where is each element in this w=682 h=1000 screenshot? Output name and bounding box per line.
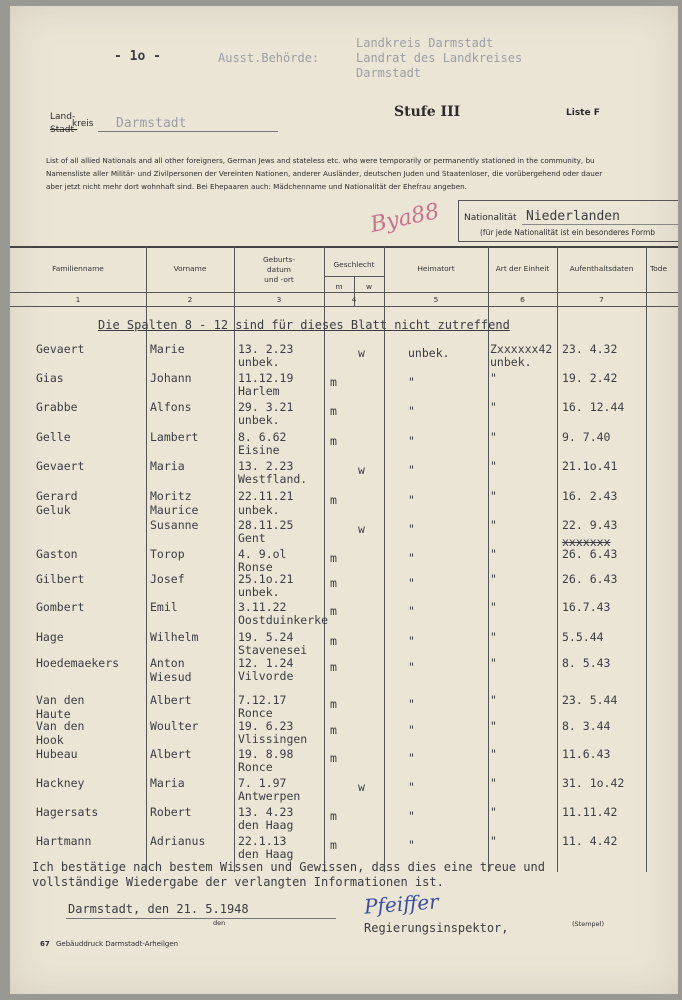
stempel-label: (Stempel) xyxy=(572,920,605,928)
entry-firstname: Lambert xyxy=(150,430,199,444)
entry-firstname: Johann xyxy=(150,371,192,385)
entry-birthdate: 28.11.25 xyxy=(238,518,294,532)
entry-sex-m: m xyxy=(330,493,337,507)
entry-firstname: Adrianus xyxy=(150,834,206,848)
entry-firstname: Albert xyxy=(150,747,192,761)
liste-label: Liste F xyxy=(566,108,600,118)
entry-einheit: " xyxy=(490,400,497,414)
stufe-title: Stufe III xyxy=(394,104,461,120)
entry-aufenthalt: 9. 7.40 xyxy=(562,430,611,444)
entry-aufenthalt: 23. 4.32 xyxy=(562,342,618,356)
entry-surname: Grabbe xyxy=(36,400,78,414)
entry-firstname: Torop xyxy=(150,547,185,561)
entry-einheit: " xyxy=(490,805,497,819)
entry-birthplace: unbek. xyxy=(238,413,280,427)
entry-surname: Hubeau xyxy=(36,747,78,761)
entry-einheit: " xyxy=(490,834,497,848)
nationality-note: (für jede Nationalität ist ein besonderes Formb xyxy=(480,228,656,237)
entry-einheit: " xyxy=(490,547,497,561)
entry-surname: Haute xyxy=(36,707,71,721)
nationality-value: Niederlanden xyxy=(526,209,620,224)
entry-birthdate: 22.11.21 xyxy=(238,489,294,503)
col-num-5: 5 xyxy=(433,295,439,304)
date-underline xyxy=(66,918,336,919)
entry-heimatort: " xyxy=(408,404,415,418)
col-header-aufenthalt: Aufenthaltsdaten xyxy=(569,264,634,273)
entry-birthplace: Eisine xyxy=(238,443,280,457)
entry-sex-w: w xyxy=(358,780,365,794)
table-header-rule xyxy=(10,292,678,293)
intro-line-3: aber jetzt nicht mehr dort wohnhaft sind. Bei Ehepaaren auch: Mädchenname und Nationalität der Ehefrau angeben. xyxy=(46,182,467,191)
col-divider-6 xyxy=(557,247,558,872)
col-header-sex-w: w xyxy=(365,282,373,291)
entry-aufenthalt: 11.6.43 xyxy=(562,747,611,761)
entry-firstname: Maria xyxy=(150,776,185,790)
entry-aufenthalt: 11.11.42 xyxy=(562,805,618,819)
confirm-line-2: vollständige Wiedergabe der verlangten Informationen ist. xyxy=(32,875,444,889)
confirm-line-1: Ich bestätige nach bestem Wissen und Gewissen, dass dies eine treue und xyxy=(32,860,545,874)
entry-birthdate: 19. 8.98 xyxy=(238,747,294,761)
entry-firstname: Maurice xyxy=(150,503,199,517)
entry-aufenthalt: 21.1o.41 xyxy=(562,459,618,473)
entry-birthplace: unbek. xyxy=(238,355,280,369)
col-header-firstname: Vorname xyxy=(173,264,207,273)
entry-firstname: Josef xyxy=(150,572,185,586)
authority-line-3: Darmstadt xyxy=(356,66,422,80)
entry-heimatort: " xyxy=(408,434,415,448)
entry-einheit: " xyxy=(490,630,497,644)
entry-surname: Gevaert xyxy=(36,342,85,356)
entry-surname: Gevaert xyxy=(36,459,85,473)
authority-line-2: Landrat des Landkreises xyxy=(356,51,523,65)
entry-heimatort: " xyxy=(408,604,415,618)
printer-number: 67 xyxy=(40,940,50,948)
entry-firstname: Wilhelm xyxy=(150,630,199,644)
entry-birthplace: den Haag xyxy=(238,818,294,832)
entry-aufenthalt: 26. 6.43 xyxy=(562,572,618,586)
col-divider-4 xyxy=(384,247,385,872)
entry-birthplace: Gent xyxy=(238,531,266,545)
entry-firstname: Anton xyxy=(150,656,185,670)
entry-sex-m: m xyxy=(330,660,337,674)
entry-sex-m: m xyxy=(330,404,337,418)
entry-aufenthalt-struck: xxxxxxx xyxy=(562,535,611,549)
entry-birthdate: 12. 1.24 xyxy=(238,656,294,670)
document-page xyxy=(10,6,678,994)
entry-heimatort: " xyxy=(408,697,415,711)
entry-einheit: Zxxxxxx42 xyxy=(490,342,553,356)
signature: Pfeiffer xyxy=(363,889,440,919)
entry-einheit: " xyxy=(490,459,497,473)
entry-heimatort: " xyxy=(408,463,415,477)
entry-birthdate: 13. 4.23 xyxy=(238,805,294,819)
entry-surname: Van den xyxy=(36,719,85,733)
kreis-underline xyxy=(98,131,278,132)
entry-birthdate: 22.1.13 xyxy=(238,834,287,848)
entry-birthplace: Ronce xyxy=(238,760,273,774)
entry-aufenthalt: 26. 6.43 xyxy=(562,547,618,561)
authority-line-1: Landkreis Darmstadt xyxy=(356,36,494,50)
col-num-4: 4 xyxy=(351,295,357,304)
col-header-birth-2: datum xyxy=(266,265,291,274)
entry-aufenthalt: 31. 1o.42 xyxy=(562,776,625,790)
entry-surname: Hoedemaekers xyxy=(36,656,120,670)
entry-surname: Hartmann xyxy=(36,834,92,848)
intro-line-1: List of all allied Nationals and all other foreigners, German Jews and stateless etc. who were temporarily or permanently stationed in the community, bu xyxy=(46,156,595,165)
entry-einheit: " xyxy=(490,747,497,761)
entry-surname: Van den xyxy=(36,693,85,707)
entry-aufenthalt: 8. 5.43 xyxy=(562,656,611,670)
entry-birthplace: Vlissingen xyxy=(238,732,308,746)
entry-heimatort: " xyxy=(408,375,415,389)
entry-birthplace: den Haag xyxy=(238,847,294,861)
entry-sex-m: m xyxy=(330,576,337,590)
entry-firstname: Marie xyxy=(150,342,185,356)
entry-sex-m: m xyxy=(330,751,337,765)
entry-firstname: Susanne xyxy=(150,518,199,532)
entry-birthdate: 11.12.19 xyxy=(238,371,294,385)
entry-aufenthalt: 16. 12.44 xyxy=(562,400,625,414)
table-top-rule xyxy=(10,246,678,248)
entry-birthdate: 29. 3.21 xyxy=(238,400,294,414)
entry-einheit: " xyxy=(490,600,497,614)
entry-heimatort: " xyxy=(408,809,415,823)
entry-heimatort: " xyxy=(408,551,415,565)
entry-surname: Hackney xyxy=(36,776,85,790)
entry-surname: Gombert xyxy=(36,600,85,614)
col-header-sex: Geschlecht xyxy=(333,260,375,269)
col-num-2: 2 xyxy=(187,295,193,304)
entry-sex-m: m xyxy=(330,604,337,618)
entry-sex-m: m xyxy=(330,375,337,389)
entry-birthplace: Ronse xyxy=(238,560,273,574)
nationality-underline xyxy=(522,224,678,225)
entry-birthdate: 25.1o.21 xyxy=(238,572,294,586)
columns-note: Die Spalten 8 - 12 sind für dieses Blatt nicht zutreffend xyxy=(98,318,510,332)
col-header-surname: Familienname xyxy=(52,264,104,273)
entry-sex-m: m xyxy=(330,723,337,737)
entry-birthdate: 13. 2.23 xyxy=(238,459,294,473)
col-divider-5 xyxy=(488,247,489,872)
col-num-3: 3 xyxy=(276,295,282,304)
entry-firstname: Maria xyxy=(150,459,185,473)
entry-birthplace: unbek. xyxy=(238,585,280,599)
entry-heimatort: " xyxy=(408,660,415,674)
col-header-einheit: Art der Einheit xyxy=(495,264,550,273)
entry-einheit: " xyxy=(490,693,497,707)
entry-heimatort: " xyxy=(408,634,415,648)
entry-heimatort: " xyxy=(408,576,415,590)
entry-birthplace: Ronce xyxy=(238,706,273,720)
entry-birthdate: 19. 6.23 xyxy=(238,719,294,733)
entry-sex-w: w xyxy=(358,463,365,477)
entry-aufenthalt: 23. 5.44 xyxy=(562,693,618,707)
entry-einheit: " xyxy=(490,371,497,385)
entry-birthdate: unbek. xyxy=(238,503,280,517)
entry-firstname: Alfons xyxy=(150,400,192,414)
entry-firstname: Woulter xyxy=(150,719,199,733)
col-divider-2 xyxy=(234,247,235,872)
entry-aufenthalt: 19. 2.42 xyxy=(562,371,618,385)
col-num-7: 7 xyxy=(599,295,604,304)
land-label: Land- xyxy=(50,112,76,122)
den-label: den xyxy=(213,919,226,927)
col-divider-7 xyxy=(646,247,647,872)
sex-subrule xyxy=(324,276,384,277)
entry-sex-w: w xyxy=(358,522,365,536)
col-num-6: 6 xyxy=(520,295,525,304)
place-date: Darmstadt, den 21. 5.1948 xyxy=(68,902,249,916)
entry-surname: Gerard xyxy=(36,489,78,503)
entry-heimatort: unbek. xyxy=(408,346,450,360)
entry-einheit-2: unbek. xyxy=(490,355,532,369)
entry-einheit: " xyxy=(490,572,497,586)
stadt-label: Stadt- xyxy=(50,125,78,135)
entry-birthplace: Stavenesei xyxy=(238,643,308,657)
entry-heimatort: " xyxy=(408,751,415,765)
authority-label: Ausst.Behörde: xyxy=(218,51,320,65)
col-num-1: 1 xyxy=(75,295,81,304)
entry-birthdate: 3.11.22 xyxy=(238,600,287,614)
entry-firstname: Robert xyxy=(150,805,192,819)
entry-birthplace: Westfland. xyxy=(238,472,308,486)
entry-sex-m: m xyxy=(330,697,337,711)
entry-heimatort: " xyxy=(408,838,415,852)
kreis-label: kreis xyxy=(72,119,94,129)
entry-surname: Hook xyxy=(36,733,64,747)
table-number-rule xyxy=(10,306,678,307)
entry-einheit: " xyxy=(490,776,497,790)
entry-heimatort: " xyxy=(408,723,415,737)
entry-firstname: Albert xyxy=(150,693,192,707)
entry-einheit: " xyxy=(490,430,497,444)
entry-birthplace: Oostduinkerke xyxy=(238,613,329,627)
entry-birthplace: Antwerpen xyxy=(238,789,301,803)
entry-einheit: " xyxy=(490,489,497,503)
col-header-sex-m: m xyxy=(335,282,343,291)
entry-surname: Gelle xyxy=(36,430,71,444)
entry-heimatort: " xyxy=(408,780,415,794)
entry-birthplace: Harlem xyxy=(238,384,280,398)
entry-aufenthalt: 16. 2.43 xyxy=(562,489,618,503)
col-header-birth-3: und -ort xyxy=(264,275,294,284)
entry-firstname: Wiesud xyxy=(150,670,192,684)
entry-firstname: Moritz xyxy=(150,489,192,503)
entry-einheit: " xyxy=(490,656,497,670)
entry-birthplace: Vilvorde xyxy=(238,669,294,683)
entry-surname: Geluk xyxy=(36,503,71,517)
entry-sex-w: w xyxy=(358,346,365,360)
entry-einheit: " xyxy=(490,518,497,532)
entry-birthdate: 19. 5.24 xyxy=(238,630,294,644)
col-header-birth-1: Geburts- xyxy=(262,255,296,264)
entry-birthdate: 8. 6.62 xyxy=(238,430,287,444)
entry-heimatort: " xyxy=(408,493,415,507)
entry-birthdate: 13. 2.23 xyxy=(238,342,294,356)
nationality-label: Nationalität xyxy=(464,213,517,223)
red-stamp: Bya88 xyxy=(368,199,442,238)
printer-line: Gebäuddruck Darmstadt-Arheilgen xyxy=(56,940,179,948)
entry-aufenthalt: 5.5.44 xyxy=(562,630,604,644)
intro-line-2: Namensliste aller Militär- und Zivilpersonen der Vereinten Nationen, anderer Ausländer, deutschen Juden und Staatenloser, die vorübergehend oder dauer xyxy=(46,169,603,178)
entry-surname: Gaston xyxy=(36,547,78,561)
entry-sex-m: m xyxy=(330,838,337,852)
entry-einheit: " xyxy=(490,719,497,733)
entry-surname: Gilbert xyxy=(36,572,85,586)
entry-firstname: Emil xyxy=(150,600,178,614)
signer-title: Regierungsinspektor, xyxy=(364,921,509,935)
entry-birthdate: 4. 9.ol xyxy=(238,547,287,561)
col-divider-3 xyxy=(324,247,325,872)
entry-aufenthalt: 22. 9.43 xyxy=(562,518,618,532)
entry-birthdate: 7.12.17 xyxy=(238,693,287,707)
entry-heimatort: " xyxy=(408,522,415,536)
entry-aufenthalt: 16.7.43 xyxy=(562,600,611,614)
entry-sex-m: m xyxy=(330,551,337,565)
entry-sex-m: m xyxy=(330,809,337,823)
entry-aufenthalt: 8. 3.44 xyxy=(562,719,611,733)
entry-sex-m: m xyxy=(330,434,337,448)
entry-surname: Hage xyxy=(36,630,64,644)
entry-sex-m: m xyxy=(330,634,337,648)
page-number: - 1o - xyxy=(114,49,161,64)
entry-surname: Gias xyxy=(36,371,64,385)
kreis-value: Darmstadt xyxy=(116,116,187,131)
col-divider-1 xyxy=(146,247,147,872)
col-header-tode: Tode xyxy=(650,264,668,273)
entry-surname: Hagersats xyxy=(36,805,99,819)
col-header-heimatort: Heimatort xyxy=(417,264,455,273)
entry-aufenthalt: 11. 4.42 xyxy=(562,834,618,848)
entry-birthdate: 7. 1.97 xyxy=(238,776,287,790)
